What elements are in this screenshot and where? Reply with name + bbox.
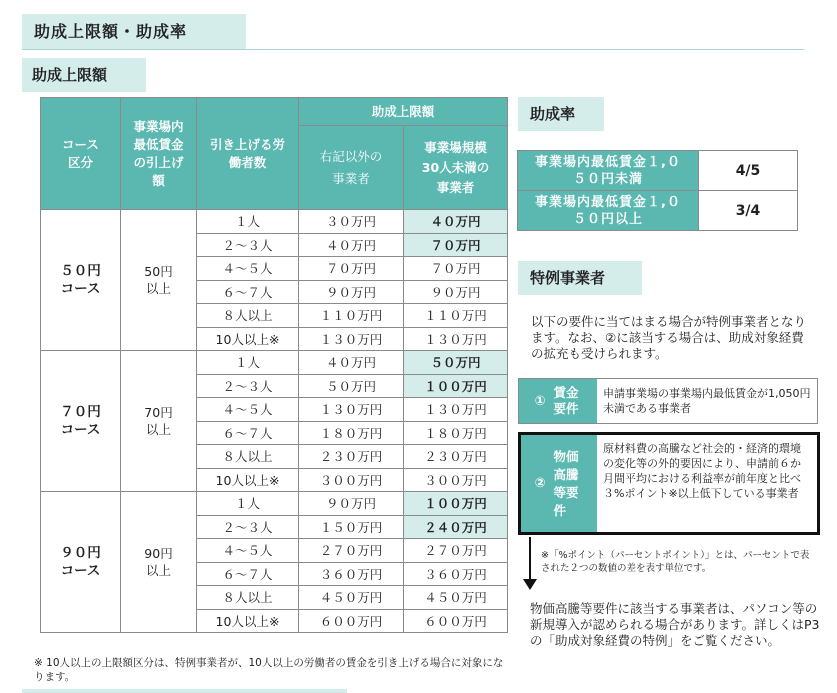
section-title-limit: 助成上限額 xyxy=(22,58,146,92)
small-limit-cell: ７０万円 xyxy=(404,233,508,257)
other-limit-cell: ２７０万円 xyxy=(299,539,404,563)
rate-value: 3/4 xyxy=(699,191,798,231)
header-other-operators: 右記以外の事業者 xyxy=(299,126,404,210)
workers-cell: ４～５人 xyxy=(197,398,299,422)
small-limit-cell: ２４０万円 xyxy=(404,515,508,539)
other-limit-cell: ５０万円 xyxy=(299,374,404,398)
table-row xyxy=(41,210,508,234)
raise-amount-cell: 90円以上 xyxy=(121,492,197,633)
other-limit-cell: １５０万円 xyxy=(299,515,404,539)
workers-cell: ８人以上 xyxy=(197,304,299,328)
workers-cell: 10人以上※ xyxy=(197,468,299,492)
table-footnote: ※ 10人以上の上限額区分は、特例事業者が、10人以上の労働者の賃金を引き上げる場合に対象になります。 xyxy=(34,657,504,683)
header-workers: 引き上げる労働者数 xyxy=(197,98,299,210)
raise-amount-cell: 70円以上 xyxy=(121,351,197,492)
requirement-wage xyxy=(518,378,818,424)
rate-row xyxy=(518,191,798,231)
header-small-operators: 事業場規模30人未満の事業者 xyxy=(404,126,508,210)
small-limit-cell: ３６０万円 xyxy=(404,562,508,586)
small-limit-cell: ３００万円 xyxy=(404,468,508,492)
circled-number: ① xyxy=(534,393,546,409)
other-limit-cell: １１０万円 xyxy=(299,304,404,328)
rate-table xyxy=(517,150,798,231)
other-limit-cell: １３０万円 xyxy=(299,398,404,422)
requirement-price-label: ② 物価高騰等要件 xyxy=(521,435,597,532)
workers-cell: ４～５人 xyxy=(197,257,299,281)
rate-label: 事業場内最低賃金１,０５０円以上 xyxy=(518,191,699,231)
requirement-wage-text: 申請事業場の事業場内最低賃金が1,050円未満である事業者 xyxy=(603,387,811,415)
small-limit-cell: ７０万円 xyxy=(404,257,508,281)
requirement-price-surge xyxy=(518,432,820,535)
other-limit-cell: １３０万円 xyxy=(299,327,404,351)
other-limit-cell: ３０万円 xyxy=(299,210,404,234)
rate-value: 4/5 xyxy=(699,151,798,191)
circled-number: ② xyxy=(534,476,546,491)
other-limit-cell: ９０万円 xyxy=(299,280,404,304)
rate-row xyxy=(518,151,798,191)
page-title: 助成上限額・助成率 xyxy=(22,14,246,50)
small-limit-cell: ２３０万円 xyxy=(404,445,508,469)
other-limit-cell: １８０万円 xyxy=(299,421,404,445)
rate-label: 事業場内最低賃金１,０５０円未満 xyxy=(518,151,699,191)
table-row xyxy=(41,492,508,516)
small-limit-cell: １３０万円 xyxy=(404,398,508,422)
requirement-price-text: 原材料費の高騰など社会的・経済的環境の変化等の外的要因により、申請前６か月間平均における利益率が前年度と比べ３%ポイント※以上低下している事業者 xyxy=(603,442,801,500)
workers-cell: ２～３人 xyxy=(197,515,299,539)
workers-cell: ２～３人 xyxy=(197,233,299,257)
workers-cell: ６～７人 xyxy=(197,280,299,304)
workers-cell: ２～３人 xyxy=(197,374,299,398)
section-title-special: 特例事業者 xyxy=(518,261,642,295)
bottom-band xyxy=(22,689,347,693)
small-limit-cell: １１０万円 xyxy=(404,304,508,328)
special-expense-note: 物価高騰等要件に該当する事業者は、パソコン等の新規導入が認められる場合があります。詳しくはP3の「助成対象経費の特例」をご覧ください。 xyxy=(530,601,820,648)
small-limit-cell: １８０万円 xyxy=(404,421,508,445)
table-row xyxy=(41,351,508,375)
special-intro-text: 以下の要件に当てはまる場合が特例事業者となります。なお、②に該当する場合は、助成対象経費の拡充も受けられます。 xyxy=(531,314,807,361)
other-limit-cell: ２３０万円 xyxy=(299,445,404,469)
workers-cell: ６～７人 xyxy=(197,562,299,586)
arrow-icon xyxy=(529,537,531,581)
header-raise-amount: 事業場内最低賃金の引上げ額 xyxy=(121,98,197,210)
section-title-rate: 助成率 xyxy=(518,97,604,131)
arrow-head-icon xyxy=(523,579,537,590)
title-underline xyxy=(22,49,804,50)
other-limit-cell: ３６０万円 xyxy=(299,562,404,586)
workers-cell: ４～５人 xyxy=(197,539,299,563)
small-limit-cell: １００万円 xyxy=(404,374,508,398)
percent-point-note: ※「%ポイント（パーセントポイント）」とは、パーセントで表された２つの数値の差を表す単位です。 xyxy=(541,550,810,574)
workers-cell: １人 xyxy=(197,210,299,234)
small-limit-cell: ５０万円 xyxy=(404,351,508,375)
workers-cell: 10人以上※ xyxy=(197,327,299,351)
limit-table xyxy=(40,97,508,633)
other-limit-cell: ７０万円 xyxy=(299,257,404,281)
header-course: コース区分 xyxy=(41,98,121,210)
other-limit-cell: ３００万円 xyxy=(299,468,404,492)
workers-cell: ６～７人 xyxy=(197,421,299,445)
course-cell: ９０円コース xyxy=(41,492,121,633)
workers-cell: ８人以上 xyxy=(197,445,299,469)
workers-cell: ８人以上 xyxy=(197,586,299,610)
header-limit: 助成上限額 xyxy=(299,98,508,126)
course-cell: ７０円コース xyxy=(41,351,121,492)
workers-cell: 10人以上※ xyxy=(197,609,299,633)
small-limit-cell: １００万円 xyxy=(404,492,508,516)
other-limit-cell: ９０万円 xyxy=(299,492,404,516)
workers-cell: １人 xyxy=(197,351,299,375)
small-limit-cell: １３０万円 xyxy=(404,327,508,351)
small-limit-cell: ４０万円 xyxy=(404,210,508,234)
other-limit-cell: ４０万円 xyxy=(299,233,404,257)
requirement-wage-label: ① 賃金要件 xyxy=(519,379,597,423)
raise-amount-cell: 50円以上 xyxy=(121,210,197,351)
other-limit-cell: ４５０万円 xyxy=(299,586,404,610)
other-limit-cell: ６００万円 xyxy=(299,609,404,633)
small-limit-cell: ６００万円 xyxy=(404,609,508,633)
small-limit-cell: ４５０万円 xyxy=(404,586,508,610)
workers-cell: １人 xyxy=(197,492,299,516)
small-limit-cell: ９０万円 xyxy=(404,280,508,304)
course-cell: ５０円コース xyxy=(41,210,121,351)
other-limit-cell: ４０万円 xyxy=(299,351,404,375)
small-limit-cell: ２７０万円 xyxy=(404,539,508,563)
